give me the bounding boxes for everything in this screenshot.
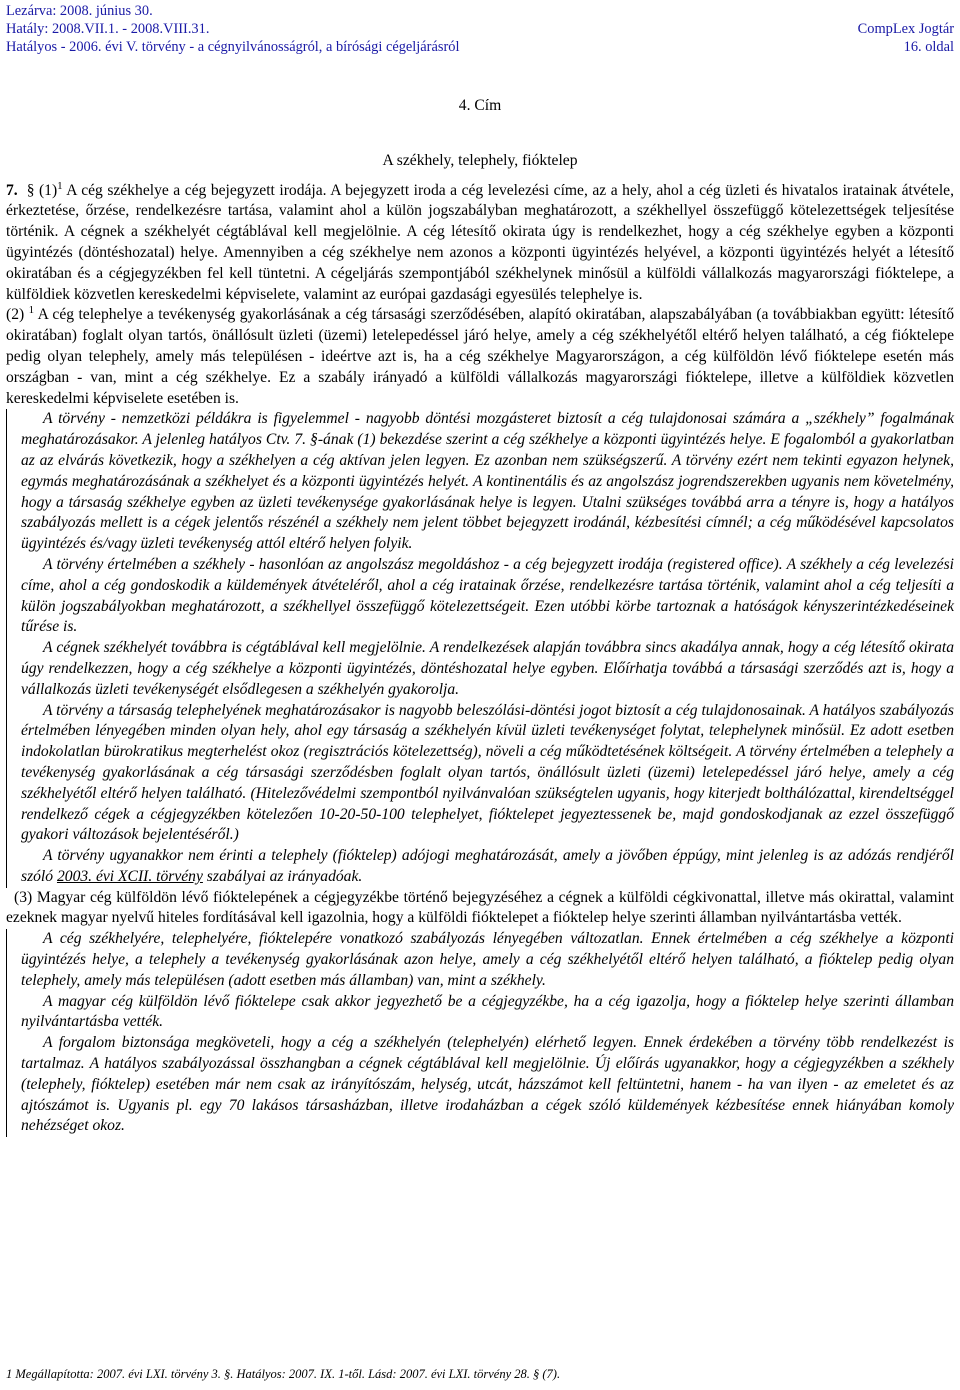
commentary-paragraph: A törvény értelmében a székhely - hasonlóan az angolszász megoldáshoz - a cég bejegyzett irodája (registered office). A székhely a cég levelezési címe, ahol a cég gondoskodik a küldemények átvételéről, ahol a cég iratainak őrzése, rendelkezésre tartása történik, valamint ahol a cég teljesíti a külön jogszabályokban meghatározott, a székhellyel összefüggő kötelezettségeit. Ezen utóbbi körbe tartoznak a hatóságok kényszerintézkedéseinek tűrése is. [21, 555, 954, 636]
commentary-paragraph: A cég székhelyére, telephelyére, fióktelepére vonatkozó szabályozás lényegében változatlan. Ennek értelmében a cég székhelye a központi ügyintézés helye, a telephely a tevékenység gyakorlásának azon helye, amely a cég székhelyétől eltérő helyen található, a fióktelep pedig olyan telephely, amely más településen (adott esetben más államban) van, mint a székhely. [21, 930, 954, 989]
commentary-paragraph: A törvény ugyanakkor nem érinti a telephely (fióktelep) adójogi meghatározását, amely a jövőben éppúgy, mint jelenleg is az adózás rendjéről szóló 2003. évi XCII. törvény szabályai az irányadóak. [21, 847, 954, 885]
subsection-number: (1) [38, 181, 58, 199]
footnote: 1 Megállapította: 2007. évi LXI. törvény 3. §. Hatályos: 2007. IX. 1-től. Lásd: 2007. évi LXI. törvény 28. § (7). [6, 1367, 561, 1381]
footnote-ref[interactable]: 1 [28, 304, 35, 317]
paragraph-7-3: (3) Magyar cég külföldön lévő fióktelepének a cégjegyzékbe történő bejegyzéséhez a cégnek a külföldi cégkivonattal, illetve más okirattal, valamint ezeknek magyar nyelvű hiteles fordításával kell igazolnia, hogy a külföldi fióktelepet a fióktelep helye szerinti államban nyilvántartásba vették. [6, 888, 954, 927]
header-row-1 [6, 2, 954, 20]
section-title: A székhely, telephely, fióktelep [382, 151, 578, 169]
section-sign: § [26, 181, 35, 199]
page-header [6, 2, 954, 56]
page-number: 16. oldal [903, 39, 954, 55]
paragraph-7-1 [6, 181, 954, 306]
footnote-ref[interactable]: 1 [57, 179, 63, 192]
chapter-heading: 4. Cím [458, 97, 502, 114]
law-title: Hatályos - 2006. évi V. törvény - a cégnyilvánosságról, a bírósági cégeljárásról [6, 39, 460, 55]
commentary-paragraph: A forgalom biztonsága megköveteli, hogy a cég a székhelyén (telephelyén) elérhető legyen. Ennek érdekében a törvény több rendelkezést is tartalmaz. A hatályos szabályozással összhangban a cégnek cégtáblával kell megjelölnie. Új előírás ugyanakkor, hogy a cégjegyzékben a székhely (telephely, fióktelep) esetében már nem csak az irányítószám, helység, utcát, házszámot kell feltüntetni, hanem - ha van ilyen - az emeletet és az ajtószámot is. Ugyanis pl. egy 70 lakásos társasházban, illetve irodaházban a cégek szóló küldemények kézbesítése ennek hiányában komoly nehézséget okoz. [21, 1034, 954, 1135]
paragraph-text: A cég telephelye a tevékenység gyakorlásának a cég társasági szerződésében, alapító okiratában, alapszabályában (a továbbiakban együtt: létesítő okiratában) foglalt olyan tartós, önállósult üzleti (üzemi) letelepedéssel járó helye, amely a cég székhelyétől eltérő helyen található, a cég fióktelepe pedig olyan telephely, amely más településen - ideértve azt is, ha a cég székhelye Magyarországon, a cég külföldön lévő fióktelepe esetén más országban - van, mint a cég székhelye. Ez a szabály irányadó a külföldi vállalkozás magyarországi fióktelepe, illetve a külföldiek közvetlen kereskedelmi képviselete esetében is. [6, 306, 954, 407]
commentary-paragraph: A törvény a társaság telephelyének meghatározásakor is nagyobb beleszólási-döntési jogot biztosít a cég tulajdonosainak. A hatályos szabályozás értelmében lényegében minden olyan hely, ahol egy társaság a székhelyén kívül üzleti tevékenységet folytat, telephelynek minősül. Ez adott esetben indokolatlan bürokratikus megterhelést okoz (regisztrációs kötelezettség), növeli a cég működtetésének költségeit. A törvény értelmében a telephely a tevékenység gyakorlásának a cég társasági szerződésben foglalt olyan tartós, önállósult üzleti (üzemi) letelepedéssel járó helye, amely a cég székhelyétől eltérő helyen található. (Hitelezővédelmi szempontból nyilvánvalóan szükségtelen ugyanis, hogy kiterjedt bolthálózattal, kirendeltséggel rendelkező cégek a cégjegyzékben kötelezően 10-20-50-100 telephelyet, fióktelepet jegyeztessenek be, majd gondoskodjanak az ezzel összefüggő gyakori változások bejelentéséről.) [21, 701, 954, 844]
closed-date: Lezárva: 2008. június 30. [6, 3, 153, 19]
paragraph-number: 7. [6, 181, 18, 199]
commentary-block-1 [6, 409, 954, 887]
commentary-paragraph: A cégnek székhelyét továbbra is cégtáblával kell megjelölnie. A rendelkezések alapján továbbra sincs akadálya annak, hogy a cég létesítő okirata úgy rendelkezzen, hogy a cég székhelye a központi ügyintézés, döntéshozatal helye egyben. Előírhatja továbbá a társasági szerződés azt is, hogy a vállalkozás üzleti tevékenységét elsődlegesen a székhelyén gyakorolja. [21, 639, 954, 698]
subsection-number: (2) [6, 306, 25, 324]
commentary-paragraph: A törvény - nemzetközi példákra is figyelemmel - nagyobb döntési mozgásteret biztosít a cég tulajdonosai számára a „székhely” fogalmának meghatározásakor. A jelenleg hatályos Ctv. 7. §-ának (1) bekezdése szerint a cég székhelye a központi ügyintézés helye. E fogalomból a gyakorlatban az az elvárás következik, hogy a székhelyen a cég aktívan jelen legyen. Ez azonban nem szükségszerű. A törvény ezért nem tekinti egyazon helynek, egymás meghatározásának a székhelyet és a központi ügyintézés helyét. A kontinentális és az angolszász jogrendszerekben ugyanis nem követelmény, hogy a társaság székhelye egyben az üzleti tevékenysége gyakorlásának helye is legyen. Utalni szükséges továbbá arra a tényre is, hogy a hatályos szabályozás mellett is a cégek jelentős részénél a székhely nem jelent többet bejegyzett irodánál, kézbesítési címnél; a cég működésével kapcsolatos ügyintézés és/vagy üzleti tevékenység attól eltérő helyen folyik. [21, 410, 954, 553]
publisher-name: CompLex Jogtár [857, 21, 954, 37]
commentary-paragraph: A magyar cég külföldön lévő fióktelepe csak akkor jegyezhető be a cégjegyzékbe, ha a cég igazolja, hogy a fióktelep helye szerinti államban nyilvántartásba vették. [21, 992, 954, 1031]
commentary-block-2 [6, 929, 954, 1137]
law-reference-link[interactable]: 2003. évi XCII. törvény [56, 867, 203, 885]
header-row-3 [6, 38, 954, 56]
document-body [6, 96, 954, 1137]
header-row-2 [6, 20, 954, 38]
paragraph-7-2 [6, 305, 954, 409]
effective-range: Hatály: 2008.VII.1. - 2008.VIII.31. [6, 21, 210, 37]
paragraph-text: A cég székhelye a cég bejegyzett irodája. A bejegyzett iroda a cég levelezési címe, az a hely, ahol a cég üzleti és hivatalos iratainak átvétele, érkeztetése, őrzése, rendelkezésre tartása, valamint ahol a külön jogszabályban meghatározott, a székhellyel összefüggő kötelezettségek teljesítése történik. A cégnek a székhelyét cégtáblával kell megjelölnie. A cég létesítő okirata úgy is rendelkezhet, hogy a cég székhelye egyben a központi ügyintézés (döntéshozatal) helye. Amennyiben a cég székhelye nem azonos a központi ügyintézés helyével, a központi ügyintézés helyét a létesítő okiratában és a cégjegyzékben fel kell tüntetni. A cégeljárás szempontjából székhelynek minősül a külföldi vállalkozás magyarországi fióktelepe, a külföldiek közvetlen kereskedelmi képviselete, valamint az európai gazdasági egyesülés telephelye is. [6, 181, 955, 303]
